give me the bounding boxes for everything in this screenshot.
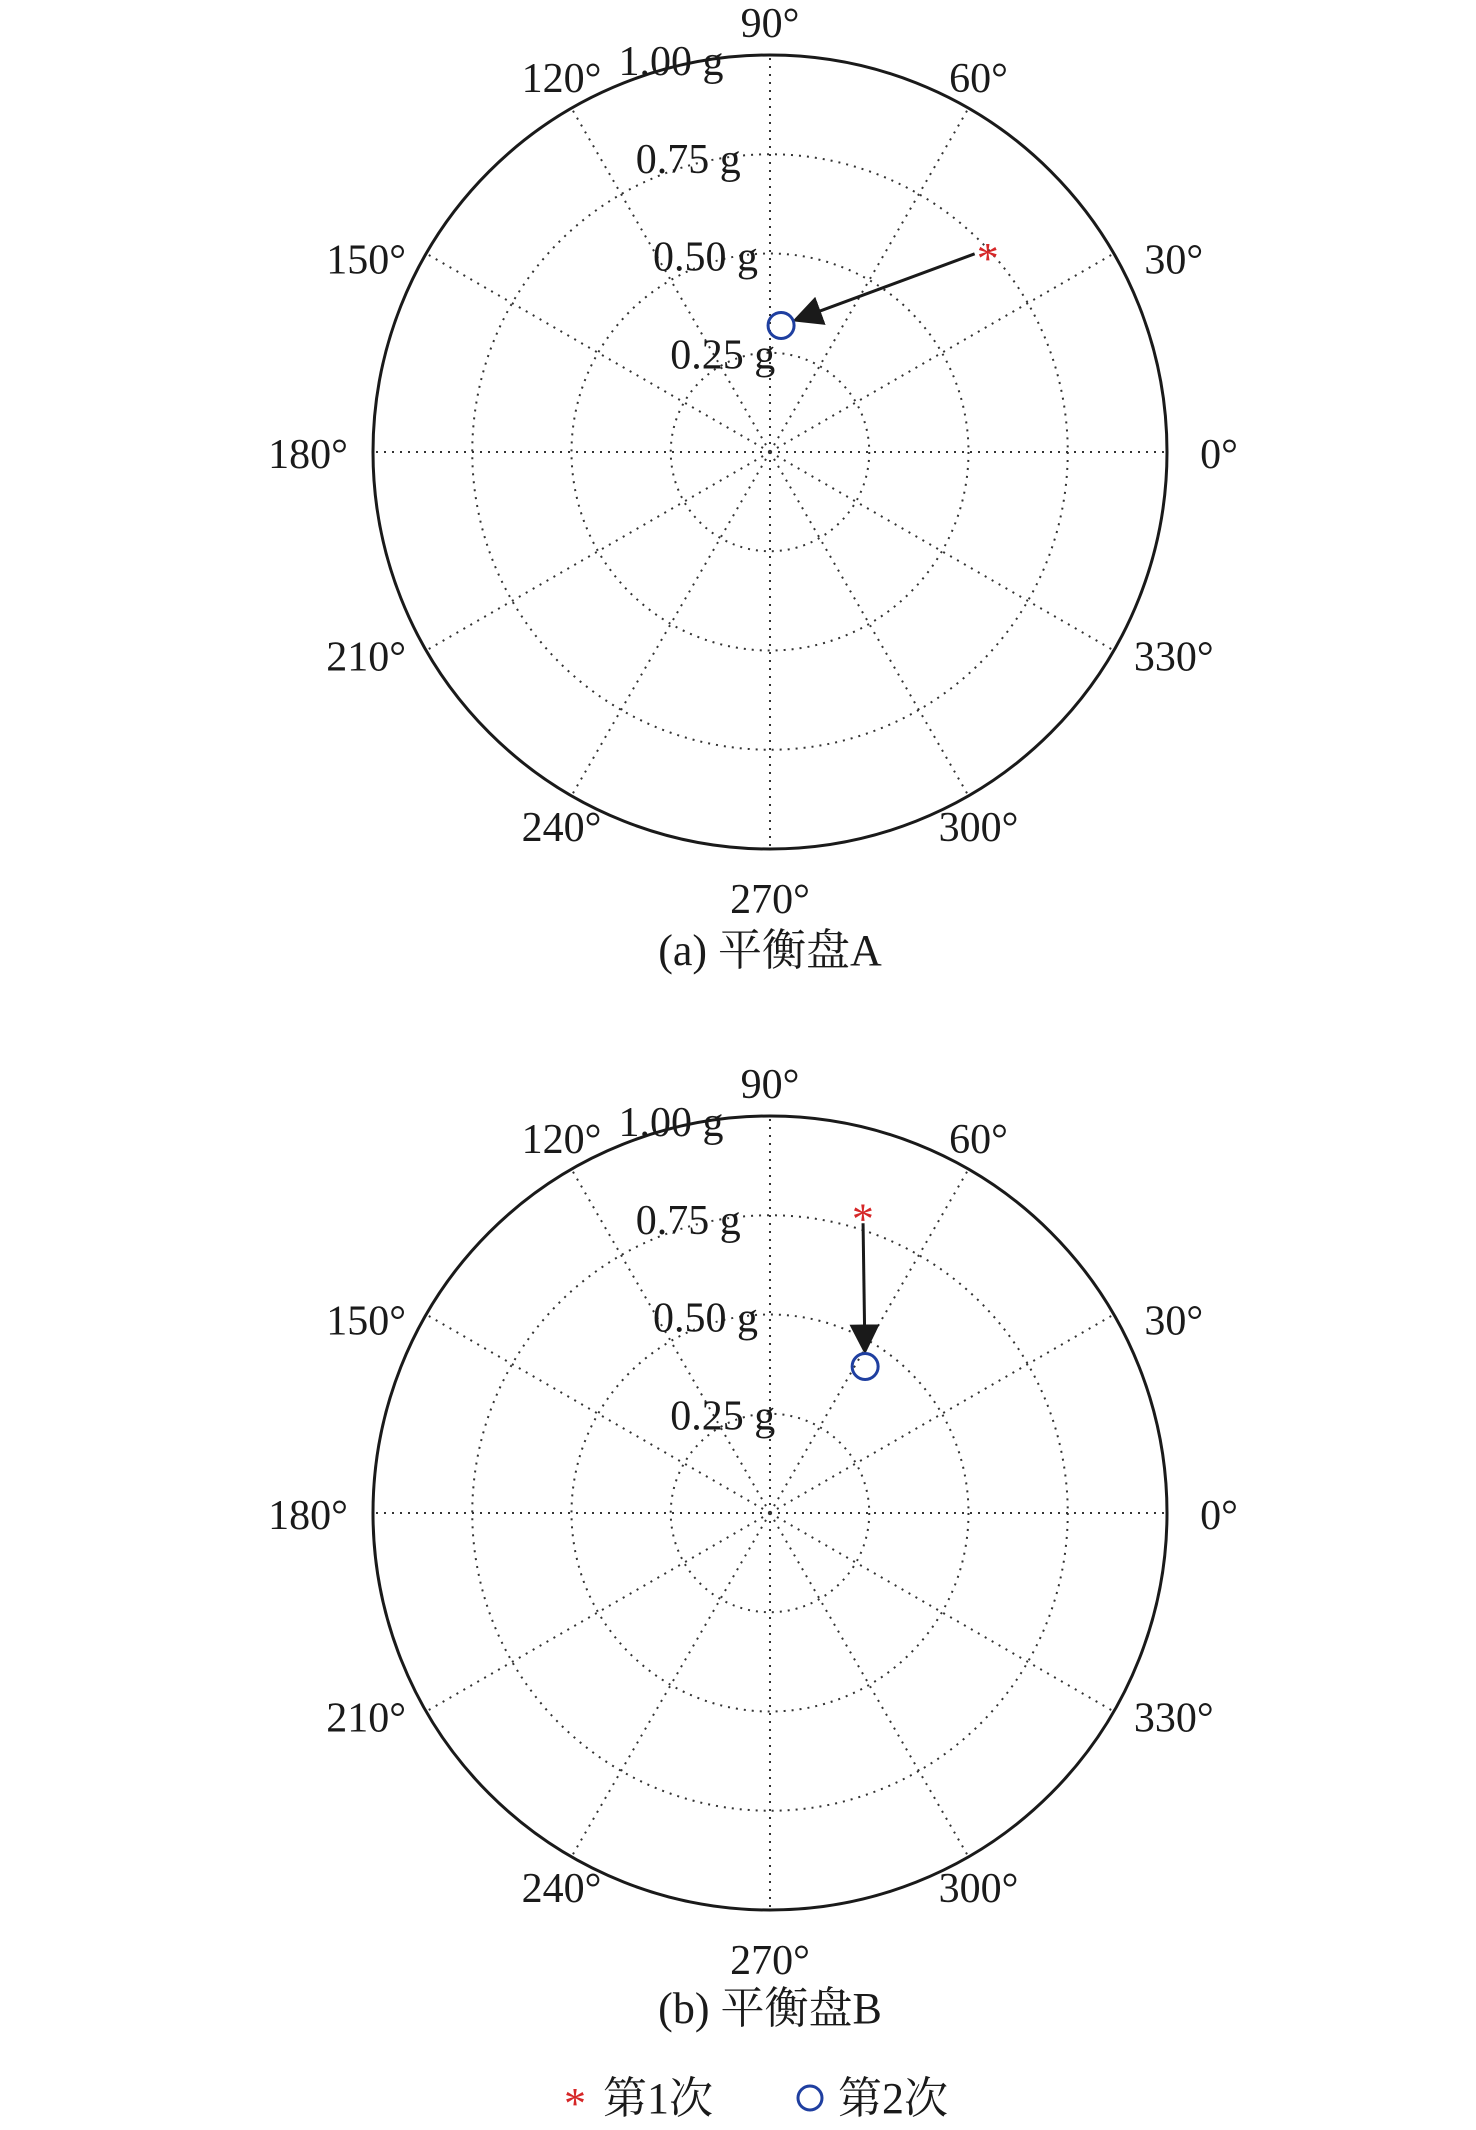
theta-tick-label: 60° (949, 56, 1008, 103)
theta-tick-label: 150° (326, 237, 407, 284)
polar-plot-a (268, 1, 1238, 975)
theta-tick-label: 210° (326, 1695, 407, 1742)
legend-marker-star: * (564, 2079, 586, 2128)
grid-spoke (572, 1513, 771, 1857)
theta-tick-label: 300° (938, 804, 1019, 851)
theta-tick-label: 90° (740, 1062, 800, 1108)
theta-tick-label: 180° (268, 432, 348, 478)
theta-tick-label: 150° (326, 1298, 407, 1345)
theta-tick-label: 120° (521, 1117, 602, 1164)
theta-tick-label: 90° (740, 1, 800, 47)
theta-tick-label: 330° (1133, 634, 1214, 681)
legend-label-first: 第1次 (603, 2074, 713, 2123)
r-tick-label: 1.00 g (618, 39, 724, 86)
theta-tick-label: 300° (938, 1865, 1019, 1912)
r-tick-label: 0.75 g (635, 136, 741, 183)
theta-tick-label: 0° (1200, 432, 1238, 478)
r-tick-label: 0.25 g (670, 332, 776, 379)
grid-spoke (572, 452, 771, 796)
theta-tick-label: 30° (1144, 1298, 1204, 1345)
theta-tick-label: 330° (1133, 1695, 1214, 1742)
grid-spoke (770, 452, 969, 796)
grid-spoke (770, 452, 1114, 651)
theta-tick-label: 270° (730, 877, 810, 923)
theta-tick-label: 210° (326, 634, 407, 681)
legend (564, 2074, 948, 2128)
legend-marker-circle (798, 2086, 822, 2110)
theta-tick-label: 240° (521, 804, 602, 851)
grid-spoke (770, 108, 969, 452)
grid-spoke (770, 1513, 1114, 1712)
point-first-star: * (851, 1194, 874, 1244)
grid-spoke (770, 1315, 1114, 1514)
r-tick-label: 0.50 g (653, 1295, 759, 1342)
theta-tick-label: 180° (268, 1493, 348, 1539)
r-tick-label: 1.00 g (618, 1100, 724, 1147)
panel-caption: (b) 平衡盘B (658, 1984, 882, 2033)
legend-label-second: 第2次 (838, 2074, 948, 2123)
r-tick-label: 0.50 g (653, 234, 759, 281)
point-second-circle (852, 1354, 878, 1380)
panel-caption: (a) 平衡盘A (658, 926, 882, 975)
polar-plot-b (268, 1062, 1238, 2033)
theta-tick-label: 270° (730, 1938, 810, 1984)
theta-tick-label: 240° (521, 1865, 602, 1912)
theta-tick-label: 60° (949, 1117, 1008, 1164)
theta-tick-label: 0° (1200, 1493, 1238, 1539)
grid-spoke (426, 452, 770, 651)
shift-arrow (798, 254, 975, 319)
r-tick-label: 0.25 g (670, 1393, 776, 1440)
point-first-star: * (976, 233, 999, 283)
theta-tick-label: 120° (521, 56, 602, 103)
point-second-circle (768, 312, 794, 338)
r-tick-label: 0.75 g (635, 1197, 741, 1244)
grid-spoke (770, 1513, 969, 1857)
theta-tick-label: 30° (1144, 237, 1204, 284)
grid-spoke (426, 1513, 770, 1712)
grid-spoke (770, 254, 1114, 453)
